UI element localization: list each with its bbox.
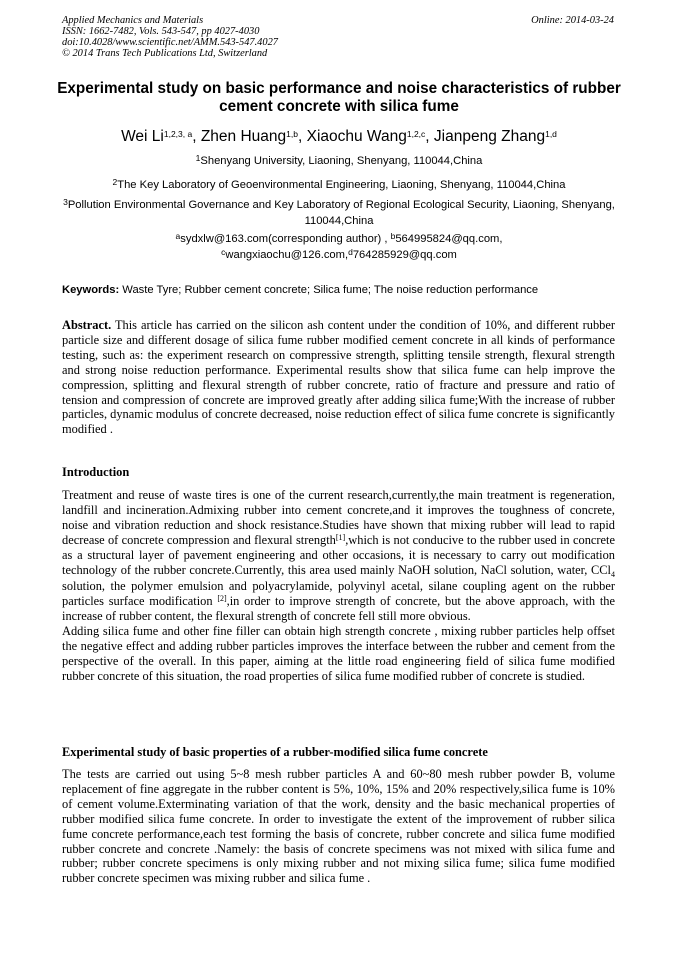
copyright-line: © 2014 Trans Tech Publications Ltd, Switzerland	[62, 48, 268, 59]
abstract	[62, 318, 615, 437]
author-affil-sup: 1,d	[545, 129, 557, 139]
affiliation-number: 2	[112, 177, 118, 187]
email-b: 564995824@qq.com,	[395, 233, 503, 245]
keywords-label: Keywords:	[62, 284, 120, 296]
affiliation	[58, 198, 620, 229]
section-heading-introduction: Introduction	[62, 465, 130, 479]
keywords-text: Waste Tyre; Rubber cement concrete; Silica fume; The noise reduction performance	[119, 284, 539, 296]
email-d: 764285929@qq.com	[352, 248, 457, 261]
affiliation-number: 1	[195, 153, 201, 163]
paper-title: Experimental study on basic performance and noise characteristics of rubber cement concrete with silica fume	[57, 80, 621, 115]
experimental-body	[62, 767, 615, 886]
affiliation	[40, 154, 638, 170]
citation-ref: [2]	[217, 594, 227, 604]
subscript: 4	[611, 569, 615, 579]
affiliation-number: 3	[63, 197, 68, 207]
introduction-body	[62, 488, 615, 684]
paragraph	[62, 488, 615, 624]
author-name: Wei Li	[121, 128, 164, 145]
email-sup: a	[175, 231, 181, 241]
paragraph-text: solution, the polymer emulsion and polyacrylamide, polyvinyl acetal, silane coupling agent on the rubber particles surface modification	[62, 579, 615, 609]
affiliation-text: Shenyang University, Liaoning, Shenyang, 110044,China	[200, 155, 483, 167]
author-affil-sup: 1,b	[286, 129, 298, 139]
journal-name: Applied Mechanics and Materials	[62, 15, 204, 26]
citation-ref: [1]	[335, 532, 346, 542]
issn-line: ISSN: 1662-7482, Vols. 543-547, pp 4027-4030	[62, 26, 260, 37]
author-name: Jianpeng Zhang	[433, 128, 546, 145]
author-affil-sup: 1,2,3, a	[163, 129, 193, 139]
email-sup: d	[348, 246, 353, 257]
email-sup: c	[221, 246, 226, 257]
journal-header	[62, 15, 278, 59]
section-heading-experimental: Experimental study of basic properties of a rubber-modified silica fume concrete	[62, 745, 488, 759]
keywords	[62, 283, 622, 298]
affiliation-text: Pollution Environmental Governance and Key Laboratory of Regional Ecological Security, Liaoning, Shenyang, 110044,China	[67, 199, 615, 227]
paragraph-text: ,which is not conducive to the rubber used in concrete as a structural layer of pavement engineering and other occasions, it is necessary to carry out modification technology of the rubber concrete.Currently, this area used mainly NaOH solution, NaCl solution, water, CCl	[62, 532, 615, 577]
affiliation-text: The Key Laboratory of Geoenvironmental Engineering, Liaoning, Shenyang, 110044,China	[117, 179, 566, 191]
doi-line: doi:10.4028/www.scientific.net/AMM.543-547.4027	[62, 37, 278, 48]
paragraph: The tests are carried out using 5~8 mesh rubber particles A and 60~80 mesh rubber powder B, volume replacement of fine aggregate in the rubber content is 5%, 10%, 15% and 20% respectively,silica fume is 10% of cement volume.Exterminating variation of that the work, density and the basic mechanical properties of rubber modified silica fume concrete. In order to investigate the extent of the improvement of rubber silica fume concrete performance,each test forming the basis of concrete, rubber concrete and silica fume modified rubber concrete and concrete .Namely: the basis of concrete specimens was not mixed with silica fume and rubber; rubber concrete specimens is only mixing rubber and not mixing silica fume; silica fume modified rubber concrete specimen was mixing rubber and silica fume .	[62, 767, 615, 886]
paragraph-text: ,in order to improve strength of concrete, but the above approach, with the increase of rubber content, the flexural strength of concrete fell still more obvious.	[62, 594, 615, 624]
email-list	[120, 232, 558, 263]
email-c: wangxiaochu@126.com,	[225, 248, 349, 261]
paragraph: Adding silica fume and other fine filler can obtain high strength concrete , mixing rubber particles help offset the negative effect and adding rubber particles improves the interface between the rubber and cement from the perspective of the overall. In this paper, aiming at the little road engineering field of silica fume modified rubber concrete of this situation, the road properties of silica fume modified rubber of concrete is studied.	[62, 624, 615, 683]
abstract-label: Abstract.	[62, 318, 112, 332]
paragraph-text: Treatment and reuse of waste tires is one of the current research,currently,the main treatment is regeneration, landfill and incineration.Admixing rubber into cement concrete,and it improves the toughness of concrete, noise and vibration reduction and shock resistance.Studies have shown that mixing rubber will lead to rapid decrease of concrete compression and flexural strength	[62, 488, 615, 547]
author-name: Xiaochu Wang	[306, 128, 407, 145]
email-a: sydxlw@163.com(corresponding author) ,	[180, 233, 391, 245]
affiliation	[40, 178, 638, 194]
author-name: Zhen Huang	[200, 128, 287, 145]
email-sup: b	[390, 231, 396, 241]
author-affil-sup: 1,2,c	[406, 129, 426, 139]
abstract-text: This article has carried on the silicon ash content under the condition of 10%, and different rubber particle size and different dosage of silica fume rubber modified cement concrete in all kinds of performance testing, such as: the experiment research on compressive strength, splitting tensile strength, flexural strength and strong noise reduction performance. Experimental results show that silica fume can help improve the compression, splitting and flexural strength of rubber concrete, ratio of fracture and pressure and ratio of tension and compression of concrete are improved greatly after adding silica fume;With the increase of rubber particles, dynamic modulus of concrete decreased, noise reduction effect of silica fume concrete is significantly modified .	[62, 318, 616, 437]
author-list: Wei Li$^{1,2,3, a}$, Zhen Huang$^{1,b}$, Xiaochu Wang$^{1,2,c}$, Jianpeng Zhang$^{1,d}$	[121, 128, 557, 145]
online-date: Online: 2014-03-24	[531, 15, 614, 26]
